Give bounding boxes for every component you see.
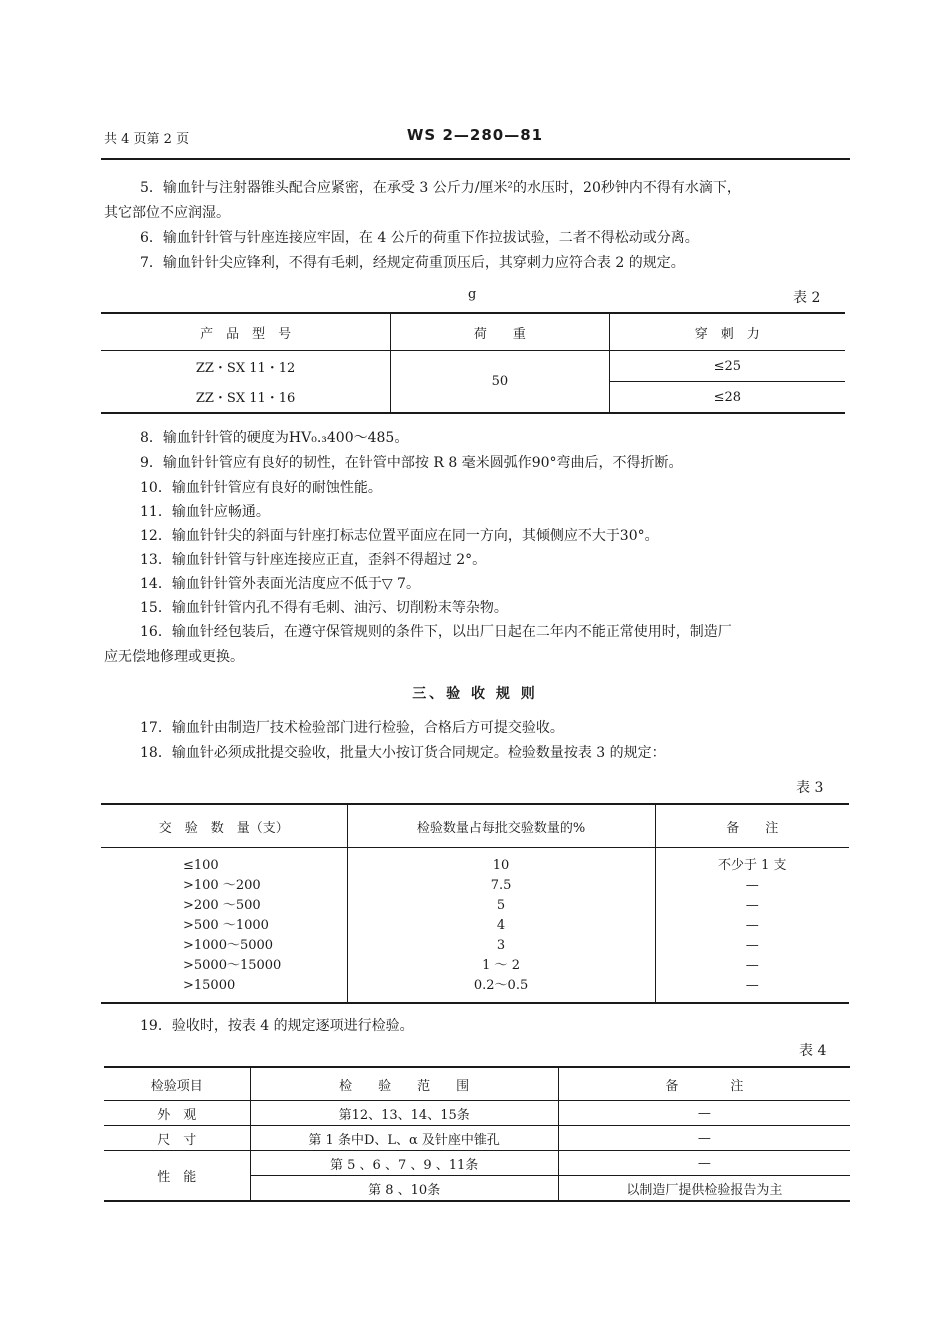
table3-percent: 0.2～0.5: [473, 978, 529, 993]
table-2: [101, 312, 845, 414]
item-11: 11．输血针应畅通。: [140, 504, 270, 520]
table4-note-dimensions: —: [558, 1126, 850, 1151]
table4-scope-appearance: 第12、13、14、15条: [250, 1101, 558, 1126]
item-8: 8．输血针针管的硬度为HV₀.₃400～485。: [140, 430, 409, 446]
table3-notes-column: [655, 848, 849, 1004]
table4-scope-performance-1: 第 5 、6 、7 、9 、11条: [250, 1151, 558, 1176]
table2-header-puncture: 穿 刺 力: [609, 313, 845, 351]
table3-note: —: [745, 938, 759, 953]
table3-percent: 3: [496, 938, 506, 953]
table3-quantity: >500 ～1000: [183, 918, 269, 933]
table3-percent: 7.5: [490, 878, 512, 893]
table3-quantity: >5000～15000: [183, 958, 282, 973]
table4-item-dimensions: 尺 寸: [104, 1126, 250, 1151]
table3-percent: 5: [496, 898, 506, 913]
item-13: 13．输血针针管与针座连接应正直，歪斜不得超过 2°。: [140, 552, 487, 568]
table3-percent-column: [347, 848, 655, 1004]
table2-model-1: ZZ・SX 11・12: [195, 360, 296, 376]
page-info: 共 4 页第 2 页: [104, 132, 190, 147]
table4-header-scope: 检 验 范 围: [250, 1067, 558, 1101]
table4-header-notes: 备 注: [558, 1067, 850, 1101]
table3-header-percent: 检验数量占每批交验数量的%: [347, 804, 655, 848]
table4-label: 表 4: [799, 1043, 827, 1059]
table2-header-model: 产 品 型 号: [101, 313, 391, 351]
item-10: 10．输血针针管应有良好的耐蚀性能。: [140, 480, 382, 496]
table2-puncture-2: ≤28: [609, 382, 845, 414]
table3-percent: 4: [496, 918, 506, 933]
table3-note: —: [745, 918, 759, 933]
item-9: 9．输血针针管应有良好的韧性，在针管中部按 R 8 毫米圆弧作90°弯曲后，不得折断。: [140, 455, 683, 471]
table4-item-appearance: 外 观: [104, 1101, 250, 1126]
table3-percent: 10: [492, 858, 510, 873]
standard-code: WS 2—280—81: [406, 126, 544, 144]
paragraph-7: 7．输血针针尖应锋利，不得有毛刺，经规定荷重顶压后，其穿刺力应符合表 2 的规定。: [140, 255, 685, 271]
table2-puncture-1: ≤25: [609, 351, 845, 382]
table3-note: —: [745, 978, 759, 993]
table4-header-item: 检验项目: [104, 1067, 250, 1101]
paragraph-5-line-2: 其它部位不应润湿。: [104, 205, 230, 221]
table4-note-appearance: —: [558, 1101, 850, 1126]
table3-note: 不少于 1 支: [718, 858, 787, 873]
paragraph-6: 6．输血针针管与针座连接应牢固，在 4 公斤的荷重下作拉拔试验，二者不得松动或分离。: [140, 230, 699, 246]
table3-note: —: [745, 898, 759, 913]
item-14: 14．输血针针管外表面光洁度应不低于▽ 7。: [140, 576, 420, 592]
item-16-line-2: 应无偿地修理或更换。: [104, 649, 244, 665]
item-12: 12．输血针针尖的斜面与针座打标志位置平面应在同一方向，其倾侧应不大于30°。: [140, 528, 659, 544]
table3-quantity: >200 ～500: [183, 898, 261, 913]
table-3: [101, 803, 849, 1004]
table3-percent: 1 ～ 2: [482, 958, 520, 973]
table4-scope-performance-2: 第 8 、10条: [250, 1176, 558, 1202]
table4-note-performance-2: 以制造厂提供检验报告为主: [558, 1176, 850, 1202]
table4-scope-dimensions: 第 1 条中D、L、α 及针座中锥孔: [250, 1126, 558, 1151]
table2-load: 50: [391, 351, 609, 414]
table4-item-performance: 性 能: [104, 1151, 250, 1202]
table3-label: 表 3: [796, 780, 824, 796]
section-title-acceptance-rules: 三、验 收 规 则: [412, 686, 538, 702]
table-4: [104, 1066, 850, 1202]
table4-note-performance-1: —: [558, 1151, 850, 1176]
paragraph-5-line-1: 5．输血针与注射器锥头配合应紧密，在承受 3 公斤力/厘米²的水压时，20秒钟内不得有水滴下，: [140, 180, 741, 196]
table2-unit: g: [468, 287, 477, 302]
table3-header-quantity: 交 验 数 量（支）: [101, 804, 347, 848]
table3-note: —: [745, 878, 759, 893]
table3-quantity: >1000～5000: [183, 938, 274, 953]
item-17: 17．输血针由制造厂技术检验部门进行检验，合格后方可提交验收。: [140, 720, 564, 736]
table3-quantity: >15000: [183, 978, 236, 993]
table2-label: 表 2: [793, 290, 821, 306]
header-divider: [101, 158, 850, 160]
table2-model-2: ZZ・SX 11・16: [101, 382, 391, 414]
table3-note: —: [745, 958, 759, 973]
item-19: 19．验收时，按表 4 的规定逐项进行检验。: [140, 1018, 414, 1034]
item-16-line-1: 16．输血针经包装后，在遵守保管规则的条件下，以出厂日起在二年内不能正常使用时，制造厂: [140, 624, 732, 640]
table3-quantity: >100 ～200: [183, 878, 261, 893]
table2-header-load: 荷 重: [391, 313, 609, 351]
item-18: 18．输血针必须成批提交验收，批量大小按订货合同规定。检验数量按表 3 的规定：: [140, 745, 666, 761]
table3-quantity: ≤100: [183, 858, 219, 873]
table3-quantity-column: [101, 848, 347, 1004]
table3-header-notes: 备 注: [655, 804, 849, 848]
item-15: 15．输血针针管内孔不得有毛刺、油污、切削粉末等杂物。: [140, 600, 508, 616]
